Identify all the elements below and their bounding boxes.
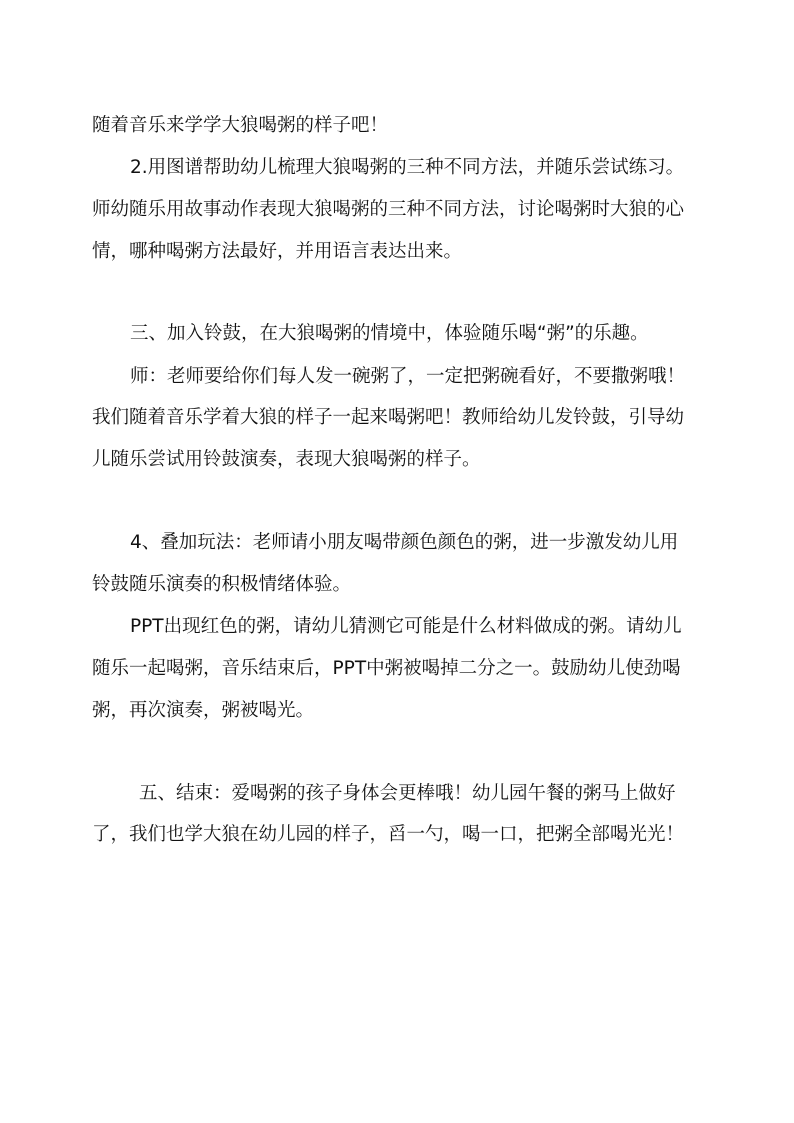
text-line-3: 师幼随乐用故事动作表现大狼喝粥的三种不同方法，讨论喝粥时大狼的心 — [92, 199, 685, 220]
text-line-15: 了，我们也学大狼在幼儿园的样子，舀一勺，喝一口，把粥全部喝光光！ — [92, 824, 685, 845]
text-line-4: 情，哪种喝粥方法最好，并用语言表达出来。 — [92, 241, 463, 262]
text-line-8: 儿随乐尝试用铃鼓演奏，表现大狼喝粥的样子。 — [92, 449, 481, 470]
text-line-7: 我们随着音乐学着大狼的样子一起来喝粥吧！教师给幼儿发铃鼓，引导幼 — [92, 407, 685, 428]
text-line-13: 粥，再次演奏，粥被喝光。 — [92, 700, 315, 721]
text-line-1: 随着音乐来学学大狼喝粥的样子吧！ — [92, 115, 389, 136]
text-line-5: 三、加入铃鼓，在大狼喝粥的情境中，体验随乐喝“粥”的乐趣。 — [130, 323, 649, 344]
text-line-11: PPT出现红色的粥，请幼儿猜测它可能是什么材料做成的粥。请幼儿 — [130, 616, 682, 637]
text-line-6: 师：老师要给你们每人发一碗粥了，一定把粥碗看好，不要撒粥哦！ — [130, 366, 686, 387]
text-line-10: 铃鼓随乐演奏的积极情绪体验。 — [92, 574, 352, 595]
text-line-2: 2.用图谱帮助幼儿梳理大狼喝粥的三种不同方法，并随乐尝试练习。 — [130, 157, 685, 178]
text-line-14: 五、结束：爱喝粥的孩子身体会更棒哦！幼儿园午餐的粥马上做好 — [139, 783, 676, 804]
text-line-9: 4、叠加玩法：老师请小朋友喝带颜色颜色的粥，进一步激发幼儿用 — [130, 532, 679, 553]
text-line-12: 随乐一起喝粥，音乐结束后，PPT中粥被喝掉二分之一。鼓励幼儿使劲喝 — [92, 658, 681, 679]
